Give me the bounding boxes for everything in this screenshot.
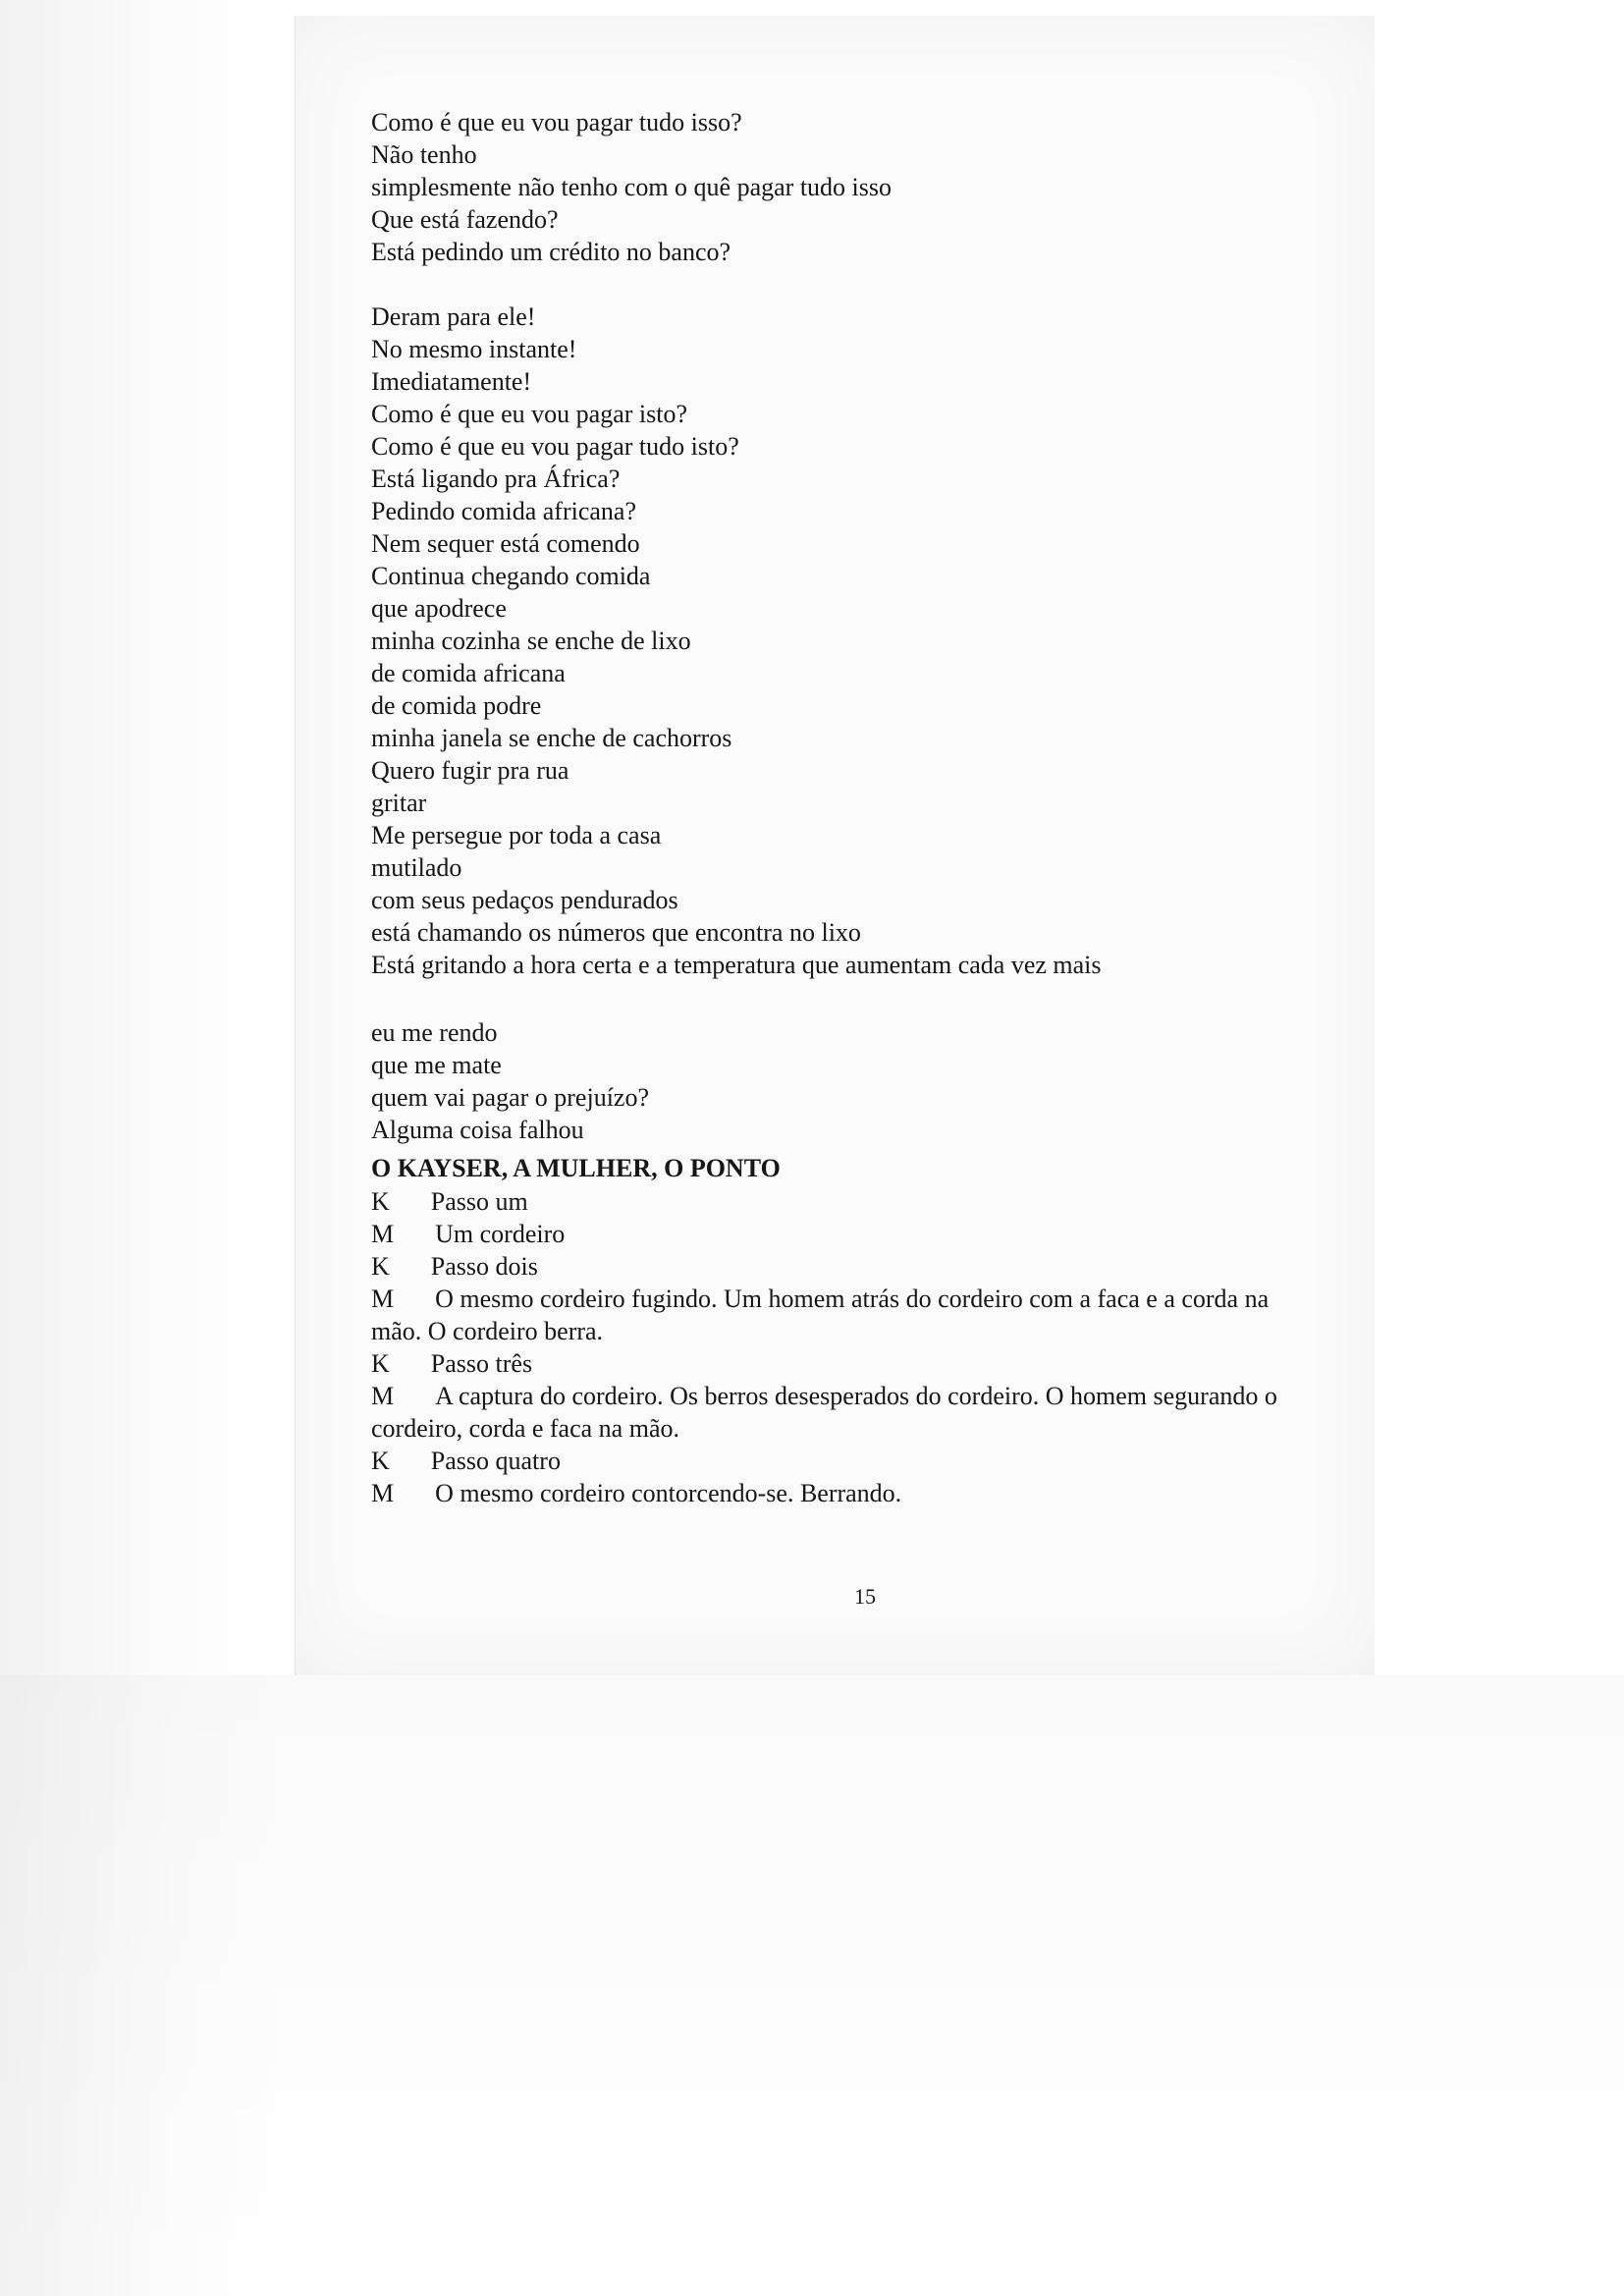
verse-line: Quero fugir pra rua [371,756,569,785]
speaker-m: M [371,1285,395,1313]
verse-line: minha cozinha se enche de lixo [371,627,691,655]
verse-line: Nem sequer está comendo [371,529,640,558]
verse-line: Está ligando pra África? [371,465,621,493]
verse-line: Alguma coisa falhou [371,1116,584,1144]
verse-line: simplesmente não tenho com o quê pagar tudo isso [371,173,893,201]
speaker-m: M [371,1479,395,1507]
verse-line: que me mate [371,1051,502,1079]
dialogue-line [371,1477,1284,1509]
dialogue-text: A captura do cordeiro. Os berros desesperados do cordeiro. O homem segurando o cordeiro, corda e faca na mão. [371,1382,1277,1443]
page-text [371,106,1333,1509]
verse-line: Pedindo comida africana? [371,497,636,525]
verse-line: está chamando os números que encontra no lixo [371,918,861,947]
dialogue-text: Passo quatro [430,1447,561,1475]
verse-line: Continua chegando comida [371,562,651,590]
scene-heading: O KAYSER, A MULHER, O PONTO [371,1154,781,1182]
verse-line: de comida africana [371,659,566,687]
verse-line: Está gritando a hora certa e a temperatura que aumentam cada vez mais [371,951,1102,979]
verse-line: quem vai pagar o prejuízo? [371,1083,649,1112]
dialogue-line [371,1283,1284,1347]
verse-line: mutilado [371,853,462,882]
verse-line: Imediatamente! [371,367,532,396]
dialogue-text: O mesmo cordeiro contorcendo-se. Berrando. [435,1479,902,1507]
dialogue-line [371,1218,1284,1250]
dialogue-text: Passo dois [430,1252,538,1281]
verse-line: gritar [371,789,427,817]
dialogue-text: Passo um [430,1187,528,1216]
verse-block-3 [371,1016,1333,1146]
verse-line: Como é que eu vou pagar tudo isso? [371,108,742,137]
verse-block-1 [371,106,1333,268]
page-number: 15 [854,1584,876,1609]
verse-line: Que está fazendo? [371,205,559,234]
speaker-m: M [371,1220,395,1248]
verse-block-2 [371,301,1333,981]
dialogue-text: Um cordeiro [435,1220,566,1248]
speaker-k: K [371,1187,390,1216]
dialogue-line [371,1185,1284,1218]
stanza-break [371,981,1333,1016]
dialogue-block [371,1185,1333,1509]
page-edge [295,16,296,1675]
verse-line: Como é que eu vou pagar isto? [371,400,688,428]
dialogue-line [371,1445,1284,1477]
verse-line: de comida podre [371,691,542,720]
verse-line: Não tenho [371,140,477,169]
speaker-k: K [371,1252,390,1281]
verse-line: Deram para ele! [371,302,536,331]
scan-background [0,1675,1624,2296]
verse-line: com seus pedaços pendurados [371,886,678,914]
verse-line: Como é que eu vou pagar tudo isto? [371,432,739,461]
stanza-break [371,268,1333,301]
dialogue-line [371,1250,1284,1283]
dialogue-line [371,1380,1284,1445]
speaker-k: K [371,1447,390,1475]
speaker-k: K [371,1349,390,1378]
verse-line: No mesmo instante! [371,335,577,363]
verse-line: eu me rendo [371,1018,498,1047]
speaker-m: M [371,1382,395,1410]
dialogue-text: O mesmo cordeiro fugindo. Um homem atrás do cordeiro com a faca e a corda na mão. O cordeiro berra. [371,1285,1270,1345]
verse-line: Está pedindo um crédito no banco? [371,238,731,266]
verse-line: que apodrece [371,594,507,623]
verse-line: minha janela se enche de cachorros [371,724,732,752]
verse-line: Me persegue por toda a casa [371,821,662,849]
dialogue-line [371,1347,1284,1380]
dialogue-text: Passo três [430,1349,533,1378]
